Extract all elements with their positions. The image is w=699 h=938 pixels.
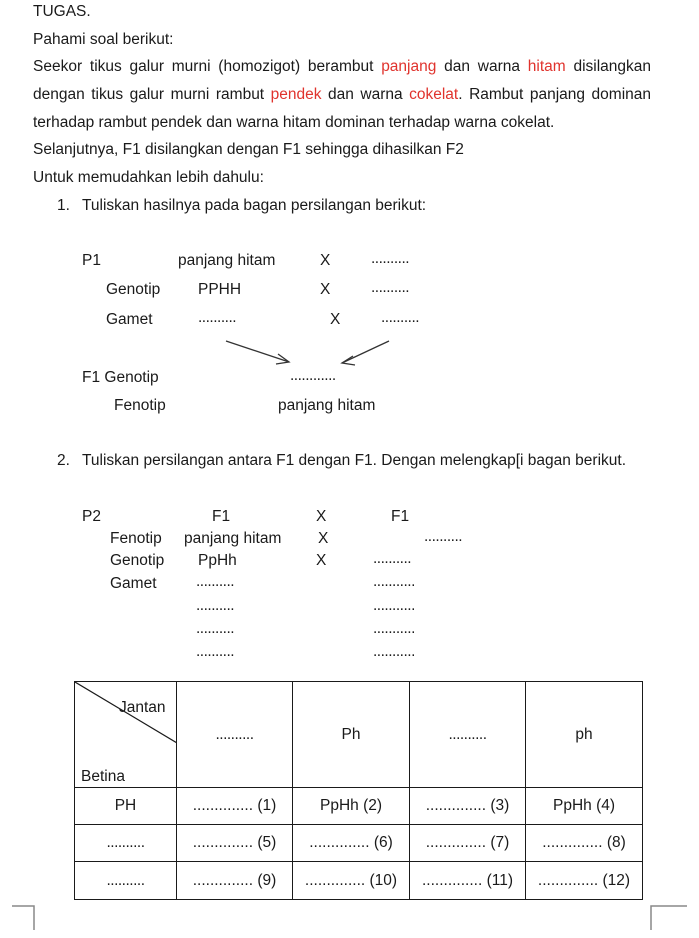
q2-gamet-right-1[interactable]: ...........	[373, 573, 415, 590]
header-cell: Ph	[293, 682, 410, 788]
word-panjang: panjang	[381, 58, 437, 75]
hint-line: Untuk memudahkan lebih dahulu:	[33, 169, 264, 186]
q1-cross: X	[330, 311, 341, 328]
q1-p1-blank[interactable]: ..........	[371, 250, 410, 267]
q1-genotip-label: Genotip	[106, 281, 161, 298]
word-cokelat: cokelat	[409, 86, 459, 103]
table-corner-cell	[75, 682, 177, 788]
table-cell: PpHh (4)	[526, 788, 643, 825]
table-cell[interactable]: .............. (6)	[293, 825, 410, 862]
table-row	[75, 825, 643, 862]
table-cell[interactable]: .............. (11)	[410, 862, 526, 900]
table-cell[interactable]: .............. (1)	[177, 788, 293, 825]
word-hitam: hitam	[527, 58, 566, 75]
q2-gamet-right-2[interactable]: ...........	[373, 597, 415, 614]
q2-genotip-blank[interactable]: ..........	[373, 550, 412, 567]
q2-fenotip-blank[interactable]: ..........	[424, 528, 463, 545]
corner-mark-left	[12, 906, 34, 930]
header-cell[interactable]: ..........	[410, 682, 526, 788]
q2-gamet-right-3[interactable]: ...........	[373, 620, 415, 637]
header-cell: ph	[526, 682, 643, 788]
q1-p1-label: P1	[82, 252, 101, 269]
arrow-right-line	[342, 341, 389, 363]
q2-gamet-left-4[interactable]: ..........	[196, 643, 235, 660]
q2-gamet-left-3[interactable]: ..........	[196, 620, 235, 637]
q2-cross: X	[318, 530, 329, 547]
table-header-row	[75, 682, 643, 788]
table-cell[interactable]: .............. (5)	[177, 825, 293, 862]
table-cell[interactable]: .............. (7)	[410, 825, 526, 862]
q2-fenotip-value: panjang hitam	[184, 530, 282, 547]
jantan-label: Jantan	[119, 699, 166, 716]
q2-gamet-left-2[interactable]: ..........	[196, 597, 235, 614]
table-cell[interactable]: .............. (9)	[177, 862, 293, 900]
q2-cross: X	[316, 508, 327, 525]
betina-label: Betina	[81, 768, 125, 785]
table-cell[interactable]: .............. (8)	[526, 825, 643, 862]
q1-gamet-label: Gamet	[106, 311, 153, 328]
word-pendek: pendek	[270, 86, 322, 103]
q2-gamet-left-1[interactable]: ..........	[196, 573, 235, 590]
q2-fenotip-label: Fenotip	[110, 530, 162, 547]
header-cell[interactable]: ..........	[177, 682, 293, 788]
table-cell: PpHh (2)	[293, 788, 410, 825]
q1-fenotip-label: Fenotip	[114, 397, 166, 414]
q2-gamet-right-4[interactable]: ...........	[373, 643, 415, 660]
problem-paragraph: Seekor tikus galur murni (homozigot) berambut panjang dan warna hitam disilangkan dengan tikus galur murni rambut pendek dan warna cokelat. Rambut panjang dominan terhadap rambut pendek dan warna hitam dominan terhadap warna cokelat.	[33, 58, 651, 131]
corner-mark-right	[651, 906, 687, 930]
f2-line: Selanjutnya, F1 disilangkan dengan F1 sehingga dihasilkan F2	[33, 141, 464, 158]
table-cell[interactable]: .............. (12)	[526, 862, 643, 900]
q2-gamet-label: Gamet	[110, 575, 157, 592]
table-cell[interactable]: .............. (3)	[410, 788, 526, 825]
q1-number: 1.	[57, 197, 70, 214]
q2-genotip-value: PpHh	[198, 552, 237, 569]
q1-cross: X	[320, 281, 331, 298]
q2-number: 2.	[57, 452, 70, 469]
q2-text: Tuliskan persilangan antara F1 dengan F1. Dengan melengkap[i bagan berikut.	[82, 452, 626, 469]
q1-gamet-blank-left[interactable]: ..........	[198, 309, 237, 326]
row-label[interactable]: ..........	[75, 825, 177, 862]
row-label: PH	[75, 788, 177, 825]
intro-text: Pahami soal berikut:	[33, 31, 174, 48]
table-cell[interactable]: .............. (10)	[293, 862, 410, 900]
q1-genotip-value: PPHH	[198, 281, 242, 298]
row-label[interactable]: ..........	[75, 862, 177, 900]
page-title: TUGAS.	[33, 3, 91, 20]
q2-f1-left: F1	[212, 508, 231, 525]
q1-f1-genotip-label: F1 Genotip	[82, 369, 159, 386]
q1-f1-genotip-blank[interactable]: ............	[290, 367, 336, 384]
gamete-arrows	[220, 337, 400, 371]
q2-cross: X	[316, 552, 327, 569]
q1-cross: X	[320, 252, 331, 269]
table-row	[75, 862, 643, 900]
q1-gamet-blank-right[interactable]: ..........	[381, 309, 420, 326]
q1-p1-value: panjang hitam	[178, 252, 276, 269]
arrow-left-line	[226, 341, 289, 362]
q1-fenotip-value: panjang hitam	[278, 397, 376, 414]
q1-genotip-blank[interactable]: ..........	[371, 279, 410, 296]
punnett-table	[74, 681, 643, 900]
q2-f1-right: F1	[391, 508, 410, 525]
q2-genotip-label: Genotip	[110, 552, 165, 569]
page-corner-marks	[0, 898, 699, 938]
q1-text: Tuliskan hasilnya pada bagan persilangan berikut:	[82, 197, 427, 214]
table-row	[75, 788, 643, 825]
q2-p2-label: P2	[82, 508, 101, 525]
